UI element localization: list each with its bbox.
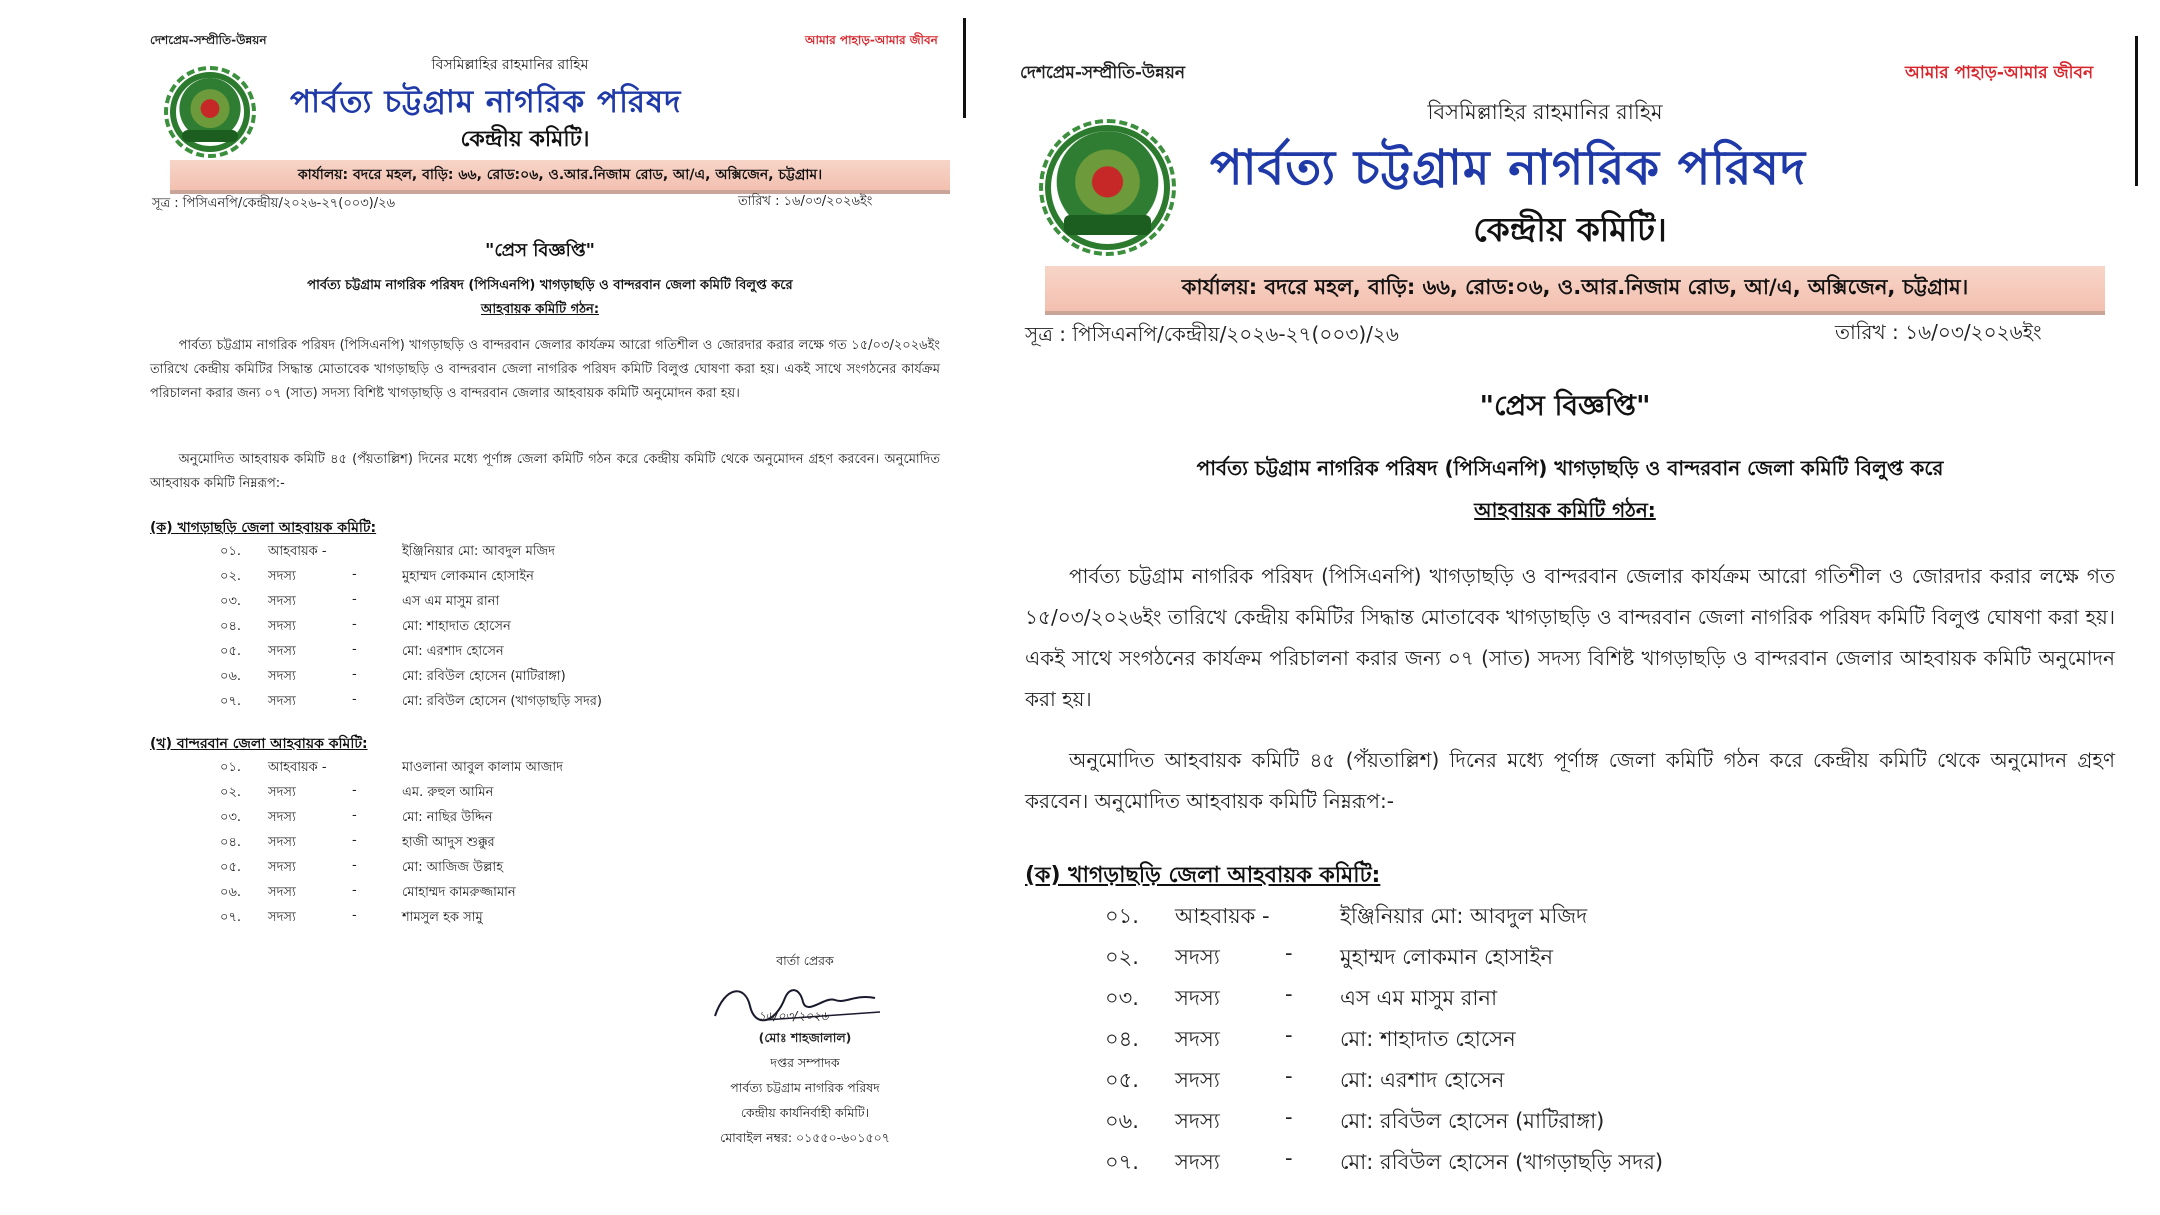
press-release-heading: "প্রেস বিজ্ঞপ্তি" <box>1479 389 1651 422</box>
signature-block <box>680 948 930 1150</box>
office-address: কার্যালয়: বদরে মহল, বাড়ি: ৬৬, রোড:০৬, ও.আর.নিজাম রোড, আ/এ, অক্সিজেন, চট্টগ্রাম। <box>1045 266 2105 315</box>
signatory-committee: কেন্দ্রীয় কার্যনির্বাহী কমিটি। <box>740 1105 870 1120</box>
committee-title: কেন্দ্রীয় কমিটি। <box>1473 210 1667 249</box>
signatory-name: (মোঃ শাহজালাল) <box>758 1030 852 1045</box>
body-paragraph-2: অনুমোদিত আহবায়ক কমিটি ৪৫ (পঁয়তাল্লিশ) দিনের মধ্যে পূর্ণাঙ্গ জেলা কমিটি গঠন করে কেন্দ্রীয় কমিটি থেকে অনুমোদন গ্রহণ করবেন। অনুমোদিত আহবায়ক কমিটি নিম্নরূপ:- <box>150 452 940 491</box>
issue-date: তারিখ : ১৬/০৩/২০২৬ইং <box>738 194 873 209</box>
signatory-title: দপ্তর সম্পাদক <box>770 1055 840 1070</box>
motto-right: আমার পাহাড়-আমার জীবন <box>805 33 938 47</box>
panel-divider-right <box>2135 36 2138 186</box>
body-paragraph-1: পার্বত্য চট্টগ্রাম নাগরিক পরিষদ (পিসিএনপি) খাগড়াছড়ি ও বান্দরবান জেলার কার্যক্রম আরো গতিশীল ও জোরদার করার লক্ষে গত ১৫/০৩/২০২৬ইং তারিখে কেন্দ্রীয় কমিটির সিদ্ধান্ত মোতাবেক খাগড়াছড়ি ও বান্দরবান জেলা নাগরিক পরিষদ কমিটি বিলুপ্ত ঘোষণা করা হয়। একই সাথে সংগঠনের কার্যক্রম পরিচালনা করার জন্য ০৭ (সাত) সদস্য বিশিষ্ট খাগড়াছড়ি ও বান্দরবান জেলার আহবায়ক কমিটি অনুমোদন করা হয়। <box>1025 564 2115 711</box>
body-paragraph-1: পার্বত্য চট্টগ্রাম নাগরিক পরিষদ (পিসিএনপি) খাগড়াছড়ি ও বান্দরবান জেলার কার্যক্রম আরো গতিশীল ও জোরদার করার লক্ষে গত ১৫/০৩/২০২৬ইং তারিখে কেন্দ্রীয় কমিটির সিদ্ধান্ত মোতাবেক খাগড়াছড়ি ও বান্দরবান জেলা নাগরিক পরিষদ কমিটি বিলুপ্ত ঘোষণা করা হয়। একই সাথে সংগঠনের কার্যক্রম পরিচালনা করার জন্য ০৭ (সাত) সদস্য বিশিষ্ট খাগড়াছড়ি ও বান্দরবান জেলার আহবায়ক কমিটি অনুমোদন করা হয়। <box>150 338 940 401</box>
signature-date: ১৬/০৩/২০২৬ <box>758 1009 829 1023</box>
bismillah: বিসমিল্লাহির রাহমানির রাহিম <box>1427 100 1663 124</box>
press-release-page-zoomed: দেশপ্রেম-সম্প্রীতি-উন্নয়ন আমার পাহাড়-আমার জীবন বিসমিল্লাহির রাহমানির রাহিম পার্বত্য চট্টগ্রাম নাগরিক পরিষদ কেন্দ্রীয় কমিটি। কার্যালয়: বদরে মহল, বাড়ি: ৬৬, রোড:০৬, ও.আর.নিজাম রোড, আ/এ, অক্সিজেন, চট্টগ্রাম। সূত্র : পিসিএনপি/কেন্দ্রীয়/২০২৬-২৭(০০৩)/২৬ তারিখ : ১৬/০৩/২০২৬ইং "প্রেস বিজ্ঞপ্তি" পার্বত্য চট্টগ্রাম নাগরিক পরিষদ (পিসিএনপি) খাগড়াছড়ি ও বান্দরবান জেলা কমিটি বিলুপ্ত করে আহবায়ক কমিটি গঠন: পার্বত্য চট্টগ্রাম নাগরিক পরিষদ (পিসিএনপি) খাগড়াছড়ি ও বান্দরবান জেলার কার্যক্রম আরো গতিশীল ও জোরদার করার লক্ষে গত ১৫/০৩/২০২৬ইং তারিখে কেন্দ্রীয় কমিটির সিদ্ধান্ত মোতাবেক খাগড়াছড়ি ও বান্দরবান জেলা নাগরিক পরিষদ কমিটি বিলুপ্ত ঘোষণা করা হয়। একই সাথে সংগঠনের কার্যক্রম পরিচালনা করার জন্য ০৭ (সাত) সদস্য বিশিষ্ট খাগড়াছড়ি ও বান্দরবান জেলার আহবায়ক কমিটি অনুমোদন করা হয়। অনুমোদিত আহবায়ক কমিটি ৪৫ (পঁয়তাল্লিশ) দিনের মধ্যে পূর্ণাঙ্গ জেলা কমিটি গঠন করে কেন্দ্রীয় কমিটি থেকে অনুমোদন গ্রহণ করবেন। অনুমোদিত আহবায়ক কমিটি নিম্নরূপ:- (ক) খাগড়াছড়ি জেলা আহবায়ক কমিটি: ০১. আহবায়ক - ইঞ্জিনিয়ার মো: আবদুল মজিদ ০২. সদস্য - মুহাম্মদ লোকমান হোসাইন ০৩. সদস্য - এস এম মাসুম রানা ০৪. সদস্য - মো: শাহাদাত হোসেন ০৫. সদস্য - মো: এরশাদ হোসেন ০৬. সদস্য - মো: রবিউল হোসেন (মাটিরাঙ্গা) ০৭. সদস্য - মো: রবিউল হোসেন (খাগড়াছড়ি সদর) <box>1005 0 2145 1215</box>
motto-left: দেশপ্রেম-সম্প্রীতি-উন্নয়ন <box>1020 63 1186 83</box>
office-address: কার্যালয়: বদরে মহল, বাড়ি: ৬৬, রোড:০৬, ও.আর.নিজাম রোড, আ/এ, অক্সিজেন, চট্টগ্রাম। <box>170 160 950 194</box>
reference-number: সূত্র : পিসিএনপি/কেন্দ্রীয়/২০২৬-২৭(০০৩)/২৬ <box>1025 322 1399 346</box>
signatory-mobile: মোবাইল নম্বর: ০১৫৫০-৬০১৫০৭ <box>720 1130 890 1145</box>
bandarban-heading: (খ) বান্দরবান জেলা আহবায়ক কমিটি: <box>150 736 368 752</box>
khagrachari-heading: (ক) খাগড়াছড়ি জেলা আহবায়ক কমিটি: <box>1025 863 1381 888</box>
sender-label: বার্তা প্রেরক <box>776 953 834 968</box>
press-release-heading: "প্রেস বিজ্ঞপ্তি" <box>485 240 595 261</box>
panel-divider-left <box>963 18 966 118</box>
reference-number: সূত্র : পিসিএনপি/কেন্দ্রীয়/২০২৬-২৭(০০৩)/২৬ <box>152 196 396 211</box>
org-logo-icon <box>170 72 250 152</box>
org-logo-icon <box>1045 125 1170 250</box>
subject-line: পার্বত্য চট্টগ্রাম নাগরিক পরিষদ (পিসিএনপি) খাগড়াছড়ি ও বান্দরবান জেলা কমিটি বিলুপ্ত করে <box>1196 456 1944 480</box>
subject-line-2: আহবায়ক কমিটি গঠন: <box>480 302 600 317</box>
motto-left: দেশপ্রেম-সম্প্রীতি-উন্নয়ন <box>150 33 267 47</box>
bismillah: বিসমিল্লাহির রাহমানির রাহিম <box>431 57 589 73</box>
press-release-page-full: দেশপ্রেম-সম্প্রীতি-উন্নয়ন আমার পাহাড়-আমার জীবন বিসমিল্লাহির রাহমানির রাহিম পার্বত্য চট্টগ্রাম নাগরিক পরিষদ কেন্দ্রীয় কমিটি। কার্যালয়: বদরে মহল, বাড়ি: ৬৬, রোড:০৬, ও.আর.নিজাম রোড, আ/এ, অক্সিজেন, চট্টগ্রাম। সূত্র : পিসিএনপি/কেন্দ্রীয়/২০২৬-২৭(০০৩)/২৬ তারিখ : ১৬/০৩/২০২৬ইং "প্রেস বিজ্ঞপ্তি" পার্বত্য চট্টগ্রাম নাগরিক পরিষদ (পিসিএনপি) খাগড়াছড়ি ও বান্দরবান জেলা কমিটি বিলুপ্ত করে আহবায়ক কমিটি গঠন: পার্বত্য চট্টগ্রাম নাগরিক পরিষদ (পিসিএনপি) খাগড়াছড়ি ও বান্দরবান জেলার কার্যক্রম আরো গতিশীল ও জোরদার করার লক্ষে গত ১৫/০৩/২০২৬ইং তারিখে কেন্দ্রীয় কমিটির সিদ্ধান্ত মোতাবেক খাগড়াছড়ি ও বান্দরবান জেলা নাগরিক পরিষদ কমিটি বিলুপ্ত ঘোষণা করা হয়। একই সাথে সংগঠনের কার্যক্রম পরিচালনা করার জন্য ০৭ (সাত) সদস্য বিশিষ্ট খাগড়াছড়ি ও বান্দরবান জেলার আহবায়ক কমিটি অনুমোদন করা হয়। অনুমোদিত আহবায়ক কমিটি ৪৫ (পঁয়তাল্লিশ) দিনের মধ্যে পূর্ণাঙ্গ জেলা কমিটি গঠন করে কেন্দ্রীয় কমিটি থেকে অনুমোদন গ্রহণ করবেন। অনুমোদিত আহবায়ক কমিটি নিম্নরূপ:- (ক) খাগড়াছড়ি জেলা আহবায়ক কমিটি: ০১. আহবায়ক - ইঞ্জিনিয়ার মো: আবদুল মজিদ ০২. সদস্য - মুহাম্মদ লোকমান হোসাইন ০৩. সদস্য - এস এম মাসুম রানা ০৪. সদস্য - মো: শাহাদাত হোসেন ০৫. সদস্য - মো: এরশাদ হোসেন ০৬. সদস্য - মো: রবিউল হোসেন (মাটিরাঙ্গা) ০৭. সদস্য - মো: রবিউল হোসেন (খাগড়াছড়ি সদর) (খ) বান্দরবান জেলা আহবায়ক কমিটি: ০১. আহবায়ক - মাওলানা আবুল কালাম আজাদ ০২. সদস্য - এম. রুহুল আমিন ০৩. সদস্য - মো: নাছির উদ্দিন ০৪. সদস্য - হাজী আদুস শুক্কুর ০৫. সদস্য - মো: আজিজ উল্লাহ ০৬. সদস্য - মোহাম্মদ কামরুজ্জামান ০৭. সদস্য - শামসুল হক সামু বার্তা প্রেরক ১৬/০৩/২০২৬ (মোঃ শাহজালাল) দপ্তর সম্পাদক পার্বত্য চট্টগ্রাম নাগরিক পরিষদ কেন্দ্রীয় কার্যনির্বাহী কমিটি। মোবাইল নম্বর: ০১৫৫০-৬০১৫০৭ <box>140 0 960 1215</box>
body-paragraph-2: অনুমোদিত আহবায়ক কমিটি ৪৫ (পঁয়তাল্লিশ) দিনের মধ্যে পূর্ণাঙ্গ জেলা কমিটি গঠন করে কেন্দ্রীয় কমিটি থেকে অনুমোদন গ্রহণ করবেন। অনুমোদিত আহবায়ক কমিটি নিম্নরূপ:- <box>1025 748 2115 813</box>
issue-date: তারিখ : ১৬/০৩/২০২৬ইং <box>1835 320 2042 344</box>
org-title: পার্বত্য চট্টগ্রাম নাগরিক পরিষদ <box>290 84 682 120</box>
committee-title: কেন্দ্রীয় কমিটি। <box>460 127 590 152</box>
subject-line-2: আহবায়ক কমিটি গঠন: <box>1474 498 1656 522</box>
subject-line: পার্বত্য চট্টগ্রাম নাগরিক পরিষদ (পিসিএনপি) খাগড়াছড়ি ও বান্দরবান জেলা কমিটি বিলুপ্ত করে <box>307 278 793 293</box>
signatory-org: পার্বত্য চট্টগ্রাম নাগরিক পরিষদ <box>730 1080 880 1095</box>
motto-right: আমার পাহাড়-আমার জীবন <box>1905 63 2094 83</box>
khagrachari-heading: (ক) খাগড়াছড়ি জেলা আহবায়ক কমিটি: <box>150 520 377 536</box>
org-title: পার্বত্য চট্টগ্রাম নাগরিক পরিষদ <box>1210 140 1807 196</box>
